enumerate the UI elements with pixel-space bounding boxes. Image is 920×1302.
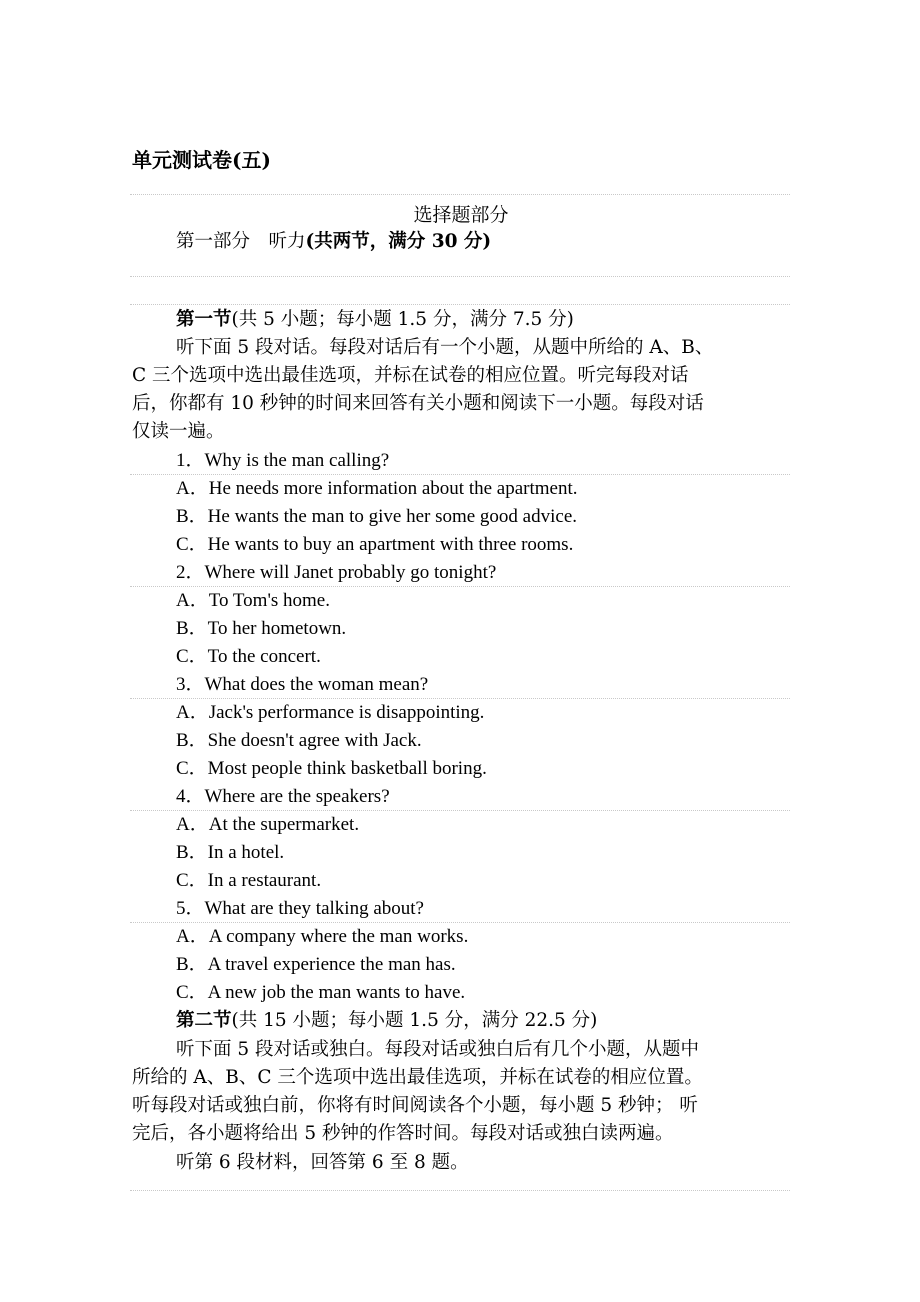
answer-option: C．A new job the man wants to have. bbox=[176, 982, 466, 1003]
question-stem: 3．What does the woman mean? bbox=[176, 674, 429, 695]
section1-detail: (共 5 小题；每小题 1.5 分，满分 7.5 分) bbox=[231, 309, 574, 330]
section2-label: 第二节 bbox=[176, 1010, 232, 1031]
answer-option: A．At the supermarket. bbox=[176, 814, 360, 835]
answer-option: A．He needs more information about the apartment. bbox=[176, 478, 578, 499]
answer-option: C．He wants to buy an apartment with three rooms. bbox=[176, 534, 574, 555]
question-stem: 2．Where will Janet probably go tonight? bbox=[176, 562, 497, 583]
section1-label: 第一节 bbox=[176, 309, 232, 330]
answer-option: B．In a hotel. bbox=[176, 842, 285, 863]
answer-option: A．A company where the man works. bbox=[176, 926, 469, 947]
answer-option: A．To Tom's home. bbox=[176, 590, 330, 611]
answer-option: C．Most people think basketball boring. bbox=[176, 758, 487, 779]
section-heading: 选择题部分 bbox=[413, 204, 509, 226]
part-line bbox=[132, 228, 792, 256]
section1-instruction: 听下面 5 段对话。每段对话后有一个小题，从题中所给的 A、B、 bbox=[176, 337, 714, 358]
section2-instruction: 听每段对话或独白前，你将有时间阅读各个小题，每小题 5 秒钟； 听 bbox=[132, 1095, 698, 1116]
section2-instruction: 听下面 5 段对话或独白。每段对话或独白后有几个小题，从题中 bbox=[176, 1039, 700, 1060]
answer-option: A．Jack's performance is disappointing. bbox=[176, 702, 485, 723]
part-label: 第一部分 bbox=[176, 231, 251, 252]
section1-instruction: 后，你都有 10 秒钟的时间来回答有关小题和阅读下一小题。每段对话 bbox=[132, 393, 704, 414]
question-stem: 5．What are they talking about? bbox=[176, 898, 424, 919]
rule-line bbox=[130, 194, 790, 195]
part-name: 听力 bbox=[268, 231, 306, 252]
section1-header bbox=[132, 306, 792, 334]
question-stem: 1．Why is the man calling? bbox=[176, 450, 390, 471]
section2-instruction: 完后，各小题将给出 5 秒钟的作答时间。每段对话或独白读两遍。 bbox=[132, 1123, 674, 1144]
answer-option: B．To her hometown. bbox=[176, 618, 347, 639]
rule-line bbox=[130, 304, 790, 305]
answer-option: C．To the concert. bbox=[176, 646, 321, 667]
answer-option: B．She doesn't agree with Jack. bbox=[176, 730, 422, 751]
part-detail: (共两节，满分 30 分) bbox=[305, 231, 492, 252]
page-title: 单元测试卷(五) bbox=[132, 148, 271, 172]
answer-option: B．He wants the man to give her some good advice. bbox=[176, 506, 578, 527]
section2-detail: (共 15 小题；每小题 1.5 分，满分 22.5 分) bbox=[231, 1010, 598, 1031]
section2-header bbox=[132, 1007, 792, 1035]
rule-line bbox=[130, 1190, 790, 1191]
answer-option: C．In a restaurant. bbox=[176, 870, 322, 891]
rule-line bbox=[130, 276, 790, 277]
section2-instruction: 所给的 A、B、C 三个选项中选出最佳选项，并标在试卷的相应位置。 bbox=[132, 1067, 703, 1088]
answer-option: B．A travel experience the man has. bbox=[176, 954, 456, 975]
question-stem: 4．Where are the speakers? bbox=[176, 786, 390, 807]
material-instruction: 听第 6 段材料，回答第 6 至 8 题。 bbox=[176, 1152, 469, 1173]
section1-instruction: 仅读一遍。 bbox=[132, 421, 225, 442]
section1-instruction: C 三个选项中选出最佳选项，并标在试卷的相应位置。听完每段对话 bbox=[132, 365, 689, 386]
